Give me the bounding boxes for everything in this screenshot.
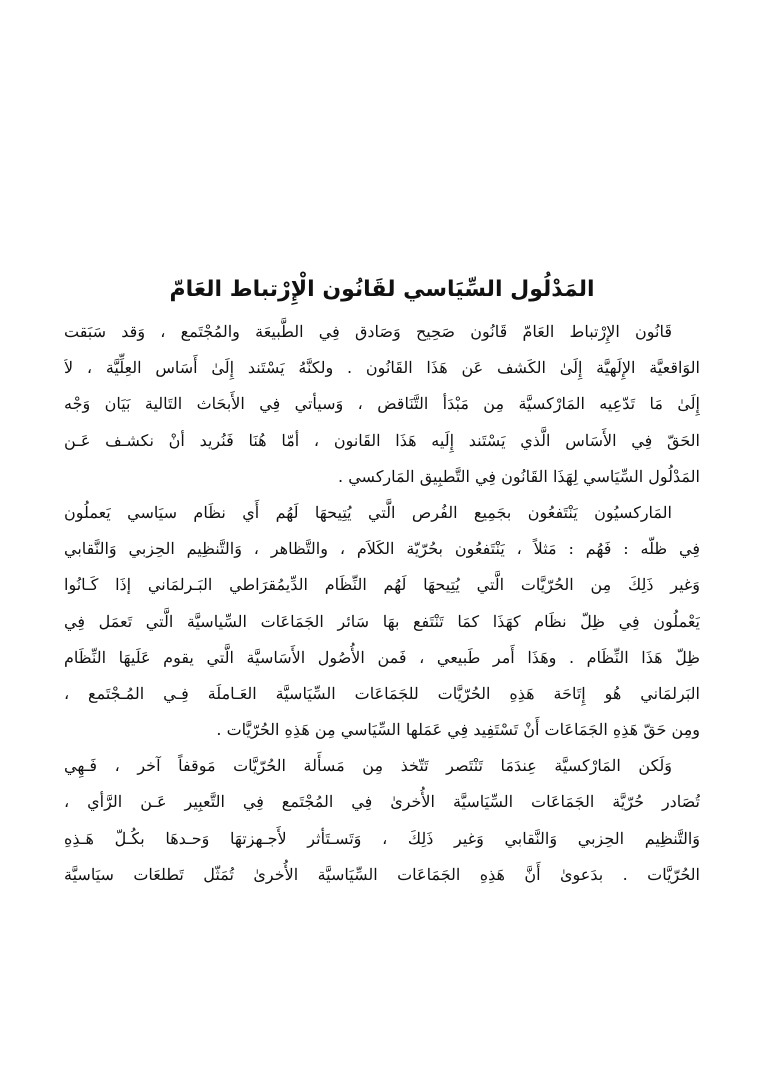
text-line: إِلَىٰ مَا تَدّعِيه المَارْكسيَّة مِن مَبْدَأ التَّنَاقض ، وَسيأتي فِي الأَبحَاث التَالية بَيَان وَجْه	[64, 394, 700, 414]
text-line: يَعْملُون فِي ظِلّ نظَام كهَذَا كمَا تَنْتَفع بهَا سَائر الجَمَاعَات السِّياسيَّة الَّتي تَعمَل فِي	[64, 611, 700, 631]
text-line: المَدْلُول السِّيَاسي لِهَذَا القَانُون فِي التَّطبِيق المَاركسي .	[338, 466, 700, 486]
text-line: وَلَكن المَارْكسيَّة عِندَمَا تَنْتَصر تَتّخذ مِن مَسأَلة الحُرّيَّات مَوقفاً آخر ، فَـهِي	[64, 756, 672, 776]
text-line: الحَقّ فِي الأَسَاس الَّذي يَسْتَند إِلَيه هَذَا القَانون ، أمّا هُنَا فَنُريد أنْ نكشـف عَـن	[64, 430, 700, 450]
text-line: قَانُون الإِرْتباط العَامّ قَانُون صَحِيح وَصَادق فِي الطَّبيعَة والمُجْتَمع ، وَقد سَبَقت	[64, 322, 672, 341]
text-line: ظِلّ هَذَا النِّظَام . وهَذَا أَمر طَبيعي ، فَمن الأُصُول الأَسَاسيَّة الَّتي يقوم عَلَيهَا النِّظَام	[64, 647, 700, 667]
text-line: البَرلمَاني هُو إِتَاحَة هَذِهِ الحُرّيَّات للجَمَاعَات السِّيَاسيَّة العَـاملَة فِـي المُـجْتَمع ،	[64, 683, 700, 703]
text-line: المَاركسيُون يَنْتَفعُون بجَمِيع الفُرص الَّتي يُتِيحهَا لَهُم أَي نظَام سيَاسي يَعملُون	[64, 502, 672, 522]
text-line: فِي ظلّه : فَهُم : مَثلاً ، يَنْتَفعُون بحُرّيّة الكَلاَم ، والتَّظاهر ، وَالتَّنظِيم الحِزبي وَالنَّقابي	[64, 539, 700, 559]
text-line: الحُرّيَّات . بدَعوىٰ أَنَّ هَذِهِ الجَمَاعَات السِّيَاسيَّة الأُخرىٰ تُمَثّل تَطلعَات سيَاسيَّة	[64, 864, 700, 884]
section-title: المَدْلُول السِّيَاسي لقَانُون الْإِرْتباط العَامّ	[169, 277, 595, 302]
text-line: وَالتَّنظِيم الحِزبي وَالنَّقابي وَغير ذَلِكَ ، وَتَسـتَأثر لأَجـهزتهَا وَحـدهَا بكُـلّ هَـذِهِ	[64, 828, 700, 848]
body-text	[64, 314, 700, 893]
text-line: تُصَادر حُرّيَّة الجَمَاعَات السِّيَاسيَّة الأُخرىٰ فِي المُجْتَمع فِي التَّعبِير عَـن الرَّأي ،	[64, 792, 700, 812]
text-line: ومِن حَقّ هَذِهِ الجَمَاعَات أَنْ تَسْتَفِيد فِي عَمَلها السِّيَاسي مِن هَذِهِ الحُرّيَّات .	[216, 720, 700, 740]
text-line: الوَاقعيَّة الإِلَهيَّة إِلَىٰ الكَشف عَن هَذَا القَانُون . ولكنَّهُ يَسْتَند إِلَىٰ أَسَاس العِلِّيَّة ، لاَ	[64, 358, 700, 378]
text-line: وَغير ذَلِكَ مِن الحُرّيَّات الَّتي يُتِيحهَا لَهُم النِّظَام الدِّيمُقرَاطي البَـرلمَاني إذَا كَـانُوا	[64, 575, 700, 595]
